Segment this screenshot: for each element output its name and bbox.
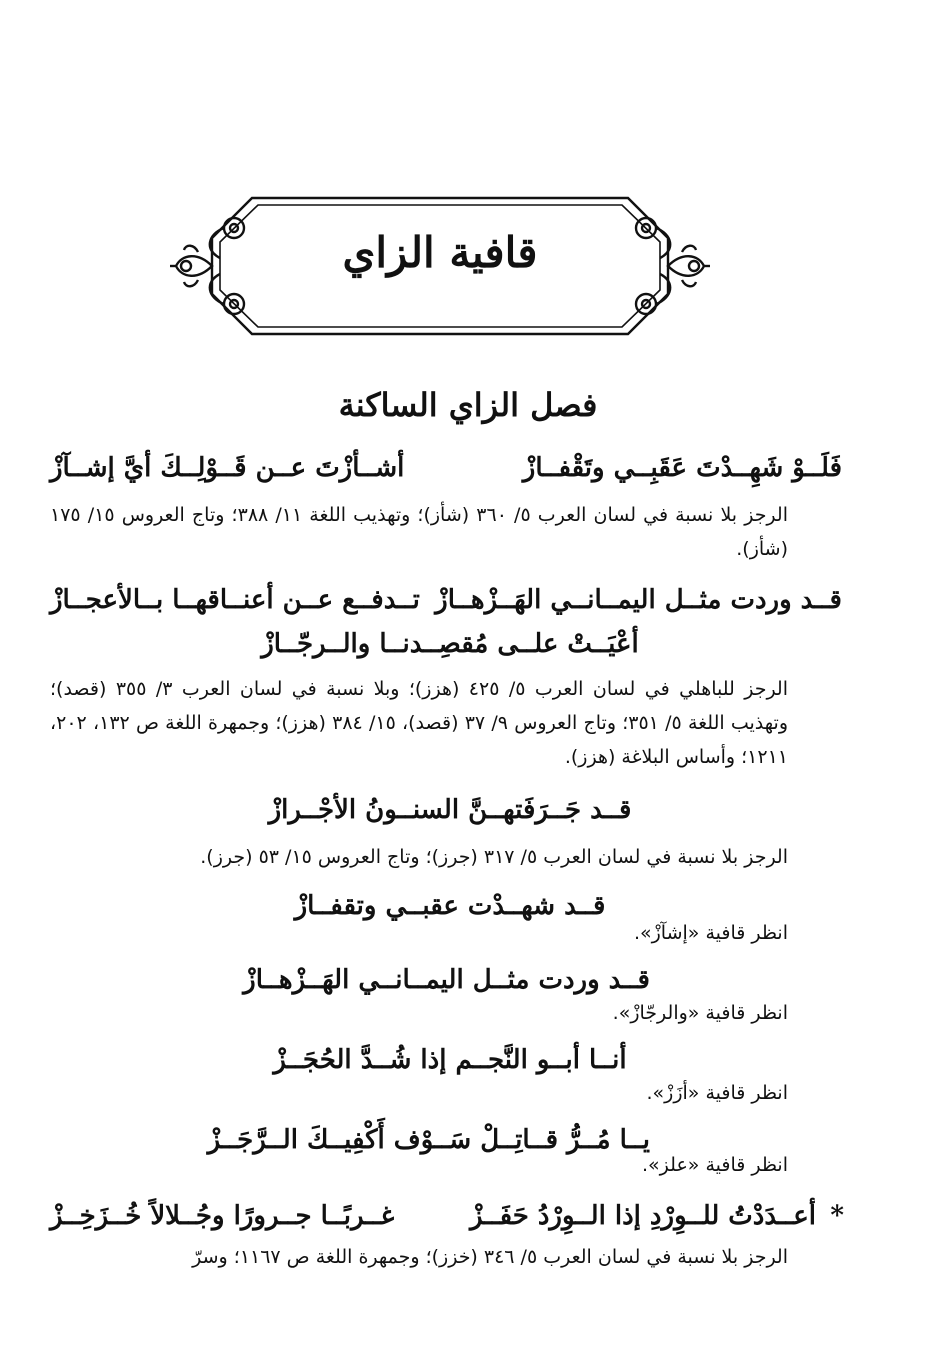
- verse-hemistich-first: أعــدَدْتُ للــوِرْدِ إذا الــوِرْدُ حَفَــزْ: [470, 1201, 816, 1231]
- verse-line-centered: قــد شهــدْت عقبــي وتقفــازْ: [294, 891, 606, 921]
- verse-line-centered: أنــا أبــو النَّجــم إذا شُــدَّ الحُجَــزْ: [273, 1045, 627, 1075]
- verse-line-centered: يــا مُــرُّ قــاتِــلْ سَــوْف أَكْفِيــكَ الــرَّجَــزْ: [207, 1125, 650, 1155]
- verse-line: [50, 448, 842, 488]
- verse-hemistich-second: تــدفــع عــن أعنــاقهــا بــالأعجــازْ: [50, 585, 420, 615]
- source-note: الرجز للباهلي في لسان العرب ٥/ ٤٢٥ (هزز)؛ وبلا نسبة في لسان العرب ٣/ ٣٥٥ (قصد)؛ وتهذيب اللغة ٥/ ٣٥١؛ وتاج العروس ٩/ ٣٧ (قصد)، ١٥/ ٣٨٤ (هزز)؛ وجمهرة اللغة ص ١٣٢، ٢٠٢، ١٢١١؛ وأساس البلاغة (هزز).: [50, 678, 789, 768]
- see-rhyme-note: انظر قافية «والرجّازْ».: [612, 1002, 788, 1024]
- source-note: الرجز بلا نسبة في لسان العرب ٥/ ٣١٧ (جرز)؛ وتاج العروس ١٥/ ٥٣ (جرز).: [200, 846, 788, 868]
- verse-marker: *: [830, 1201, 844, 1231]
- chapter-heading: فصل الزاي الساكنة: [338, 386, 598, 424]
- verse-line-centered: قــد جَــرَفَتهــنَّ السنــونُ الأجْــرازْ: [268, 795, 632, 825]
- source-note: الرجز بلا نسبة في لسان العرب ٥/ ٣٤٦ (خزز)؛ وجمهرة اللغة ص ١١٦٧؛ وسرّ: [192, 1246, 788, 1268]
- verse-line: [50, 580, 842, 620]
- verse-line-centered: قــد وردت مثــل اليمــانــي الهَــزْهــازْ: [243, 965, 650, 995]
- verse-hemistich-first: فَلَــوْ شَهِــدْتَ عَقَبِــي وتَقْفــازْ: [522, 453, 842, 483]
- section-title: قافية الزاي: [342, 228, 538, 277]
- see-rhyme-note: انظر قافية «إشآزْ».: [633, 922, 788, 944]
- see-rhyme-note: انظر قافية «علز».: [642, 1154, 788, 1176]
- verse-hemistich-second: أشــأزْتَ عــن قَــوْلِــكَ أيَّ إشــآزْ: [50, 453, 405, 483]
- verse-line-centered: أعْيَــتْ علــى مُقصِــدنــا والــرجّــازْ: [261, 629, 639, 659]
- verse-line: [50, 1196, 844, 1236]
- title-frame: [168, 190, 712, 342]
- source-note: الرجز بلا نسبة في لسان العرب ٥/ ٣٦٠ (شأز)؛ وتهذيب اللغة ١١/ ٣٨٨؛ وتاج العروس ١٥/ ١٧٥ (شأز).: [50, 504, 788, 560]
- verse-hemistich-first: قــد وردت مثــل اليمــانــي الهَــزْهــازْ: [435, 585, 842, 615]
- verse-hemistich-second: غــربًــا جــرورًا وجُــلالاً خُــزَخِــزْ: [50, 1201, 395, 1231]
- see-rhyme-note: انظر قافية «أزَزْ».: [646, 1082, 788, 1104]
